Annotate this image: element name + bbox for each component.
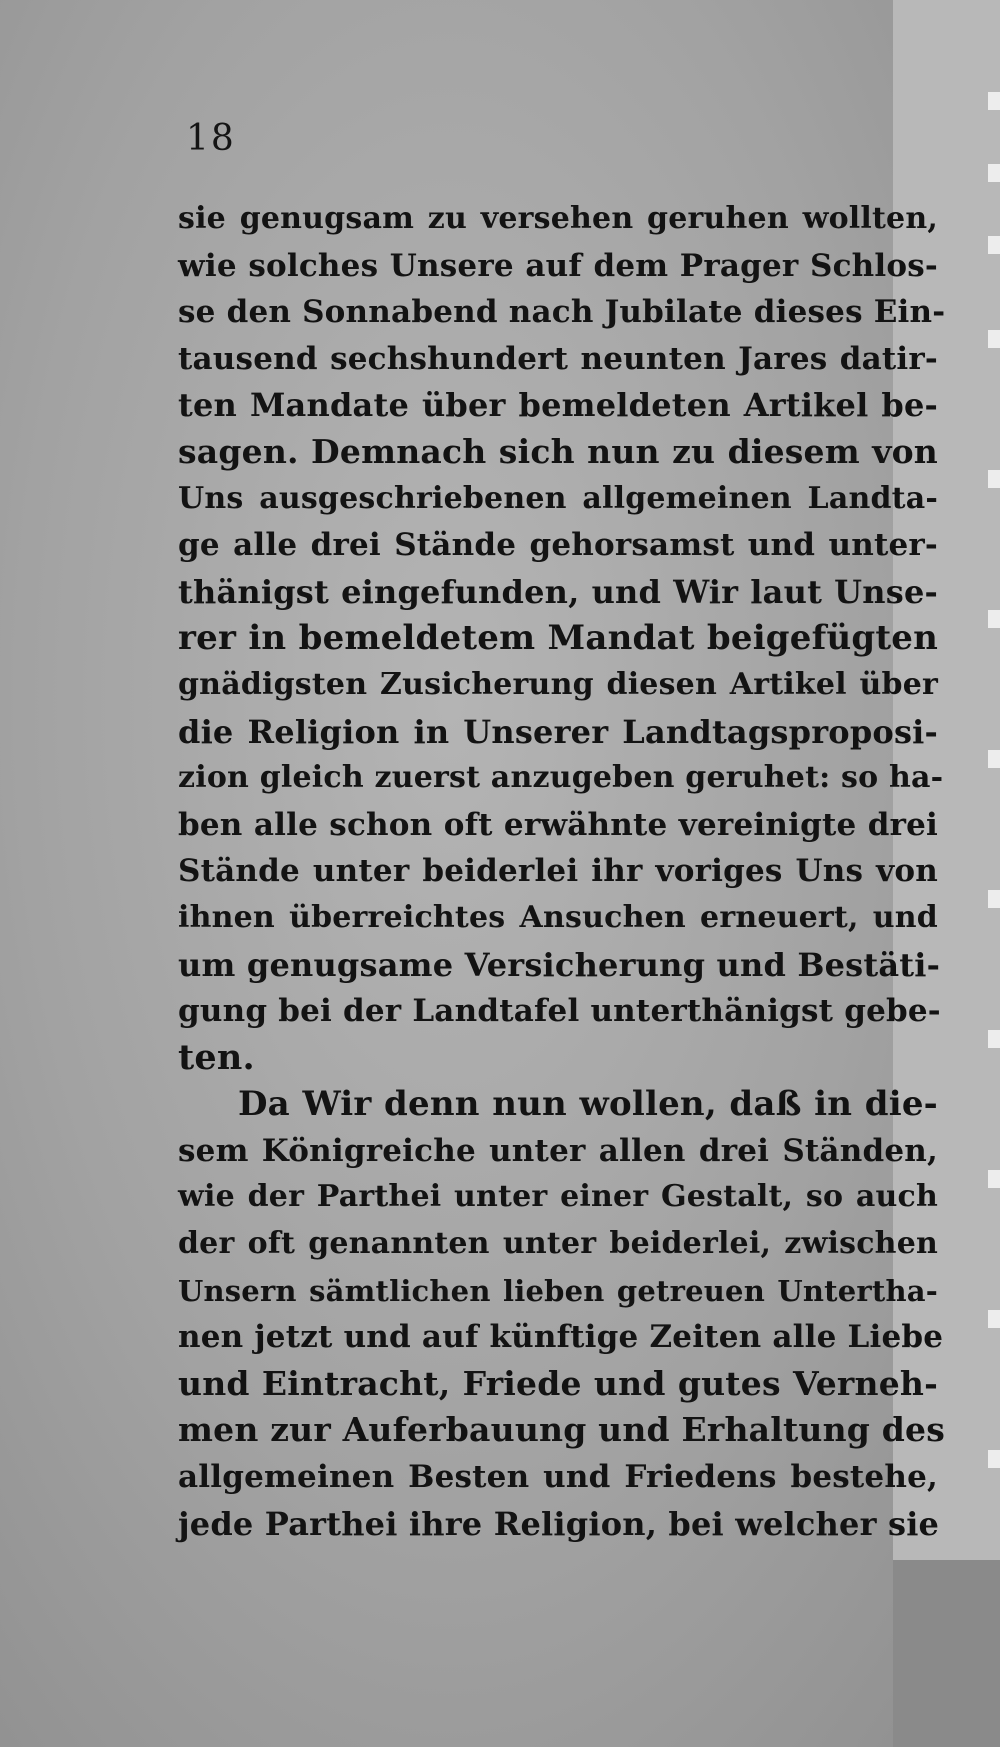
text-line: ihnen überreichtes Ansuchen erneuert, und xyxy=(178,899,938,935)
text-line: gnädigsten Zusicherung diesen Artikel über xyxy=(178,666,938,702)
text-line: ten. xyxy=(178,1036,255,1078)
text-line: jede Parthei ihre Religion, bei welcher sie xyxy=(178,1504,940,1543)
text-line: gung bei der Landtafel unterthänigst gebe- xyxy=(178,993,941,1030)
text-line: sem Königreiche unter allen drei Ständen, xyxy=(178,1132,938,1169)
text-line: die Religion in Unserer Landtagsproposi- xyxy=(178,712,938,751)
text-line: allgemeinen Besten und Friedens bestehe, xyxy=(178,1459,938,1496)
body-text xyxy=(178,196,946,1547)
text-line: nen jetzt und auf künftige Zeiten alle Liebe xyxy=(178,1319,944,1356)
text-line: ten Mandate über bemeldeten Artikel be- xyxy=(178,386,938,425)
text-line: wie solches Unsere auf dem Prager Schlos- xyxy=(178,247,938,284)
page-number: 18 xyxy=(186,118,236,159)
scan-edge-mark xyxy=(988,890,1000,908)
scan-edge-mark xyxy=(988,1170,1000,1188)
scan-edge-mark xyxy=(988,470,1000,488)
scan-edge-mark xyxy=(988,1310,1000,1328)
text-line: rer in bemeldetem Mandat beigefügten xyxy=(178,618,938,659)
text-line: zion gleich zuerst anzugeben geruhet: so ha- xyxy=(178,760,944,796)
scan-edge-mark xyxy=(988,164,1000,182)
text-line: ben alle schon oft erwähnte vereinigte drei xyxy=(178,806,938,843)
text-line: Stände unter beiderlei ihr voriges Uns von xyxy=(178,853,938,890)
scan-edge-mark xyxy=(988,1450,1000,1468)
scan-edge-shadow xyxy=(893,1560,1000,1747)
text-line: thänigst eingefunden, und Wir laut Unse- xyxy=(178,572,938,611)
text-line: sagen. Demnach sich nun zu diesem von xyxy=(178,431,938,471)
text-line: um genugsame Versicherung und Bestäti- xyxy=(178,945,941,984)
text-line: tausend sechshundert neunten Jares datir- xyxy=(178,340,938,377)
scan-edge-mark xyxy=(988,236,1000,254)
scan-edge-mark xyxy=(988,92,1000,110)
scan-edge-mark xyxy=(988,750,1000,768)
text-line: Da Wir denn nun wollen, daß in die- xyxy=(238,1084,938,1125)
text-line: wie der Parthei unter einer Gestalt, so auch xyxy=(178,1179,938,1215)
text-line: se den Sonnabend nach Jubilate dieses Ein- xyxy=(178,294,946,331)
text-line: sie genugsam zu versehen geruhen wollten, xyxy=(178,201,938,236)
text-line: der oft genannten unter beiderlei, zwischen xyxy=(178,1226,938,1262)
text-line: und Eintracht, Friede und gutes Verneh- xyxy=(178,1363,938,1403)
scan-edge-mark xyxy=(988,1030,1000,1048)
scan-edge-mark xyxy=(988,610,1000,628)
scan-edge-mark xyxy=(988,330,1000,348)
text-line: Unsern sämtlichen lieben getreuen Untertha- xyxy=(178,1273,938,1308)
text-line: Uns ausgeschriebenen allgemeinen Landta- xyxy=(178,480,938,516)
text-line: ge alle drei Stände gehorsamst und unter- xyxy=(178,527,938,564)
text-line: men zur Auferbauung und Erhaltung des xyxy=(178,1410,946,1450)
